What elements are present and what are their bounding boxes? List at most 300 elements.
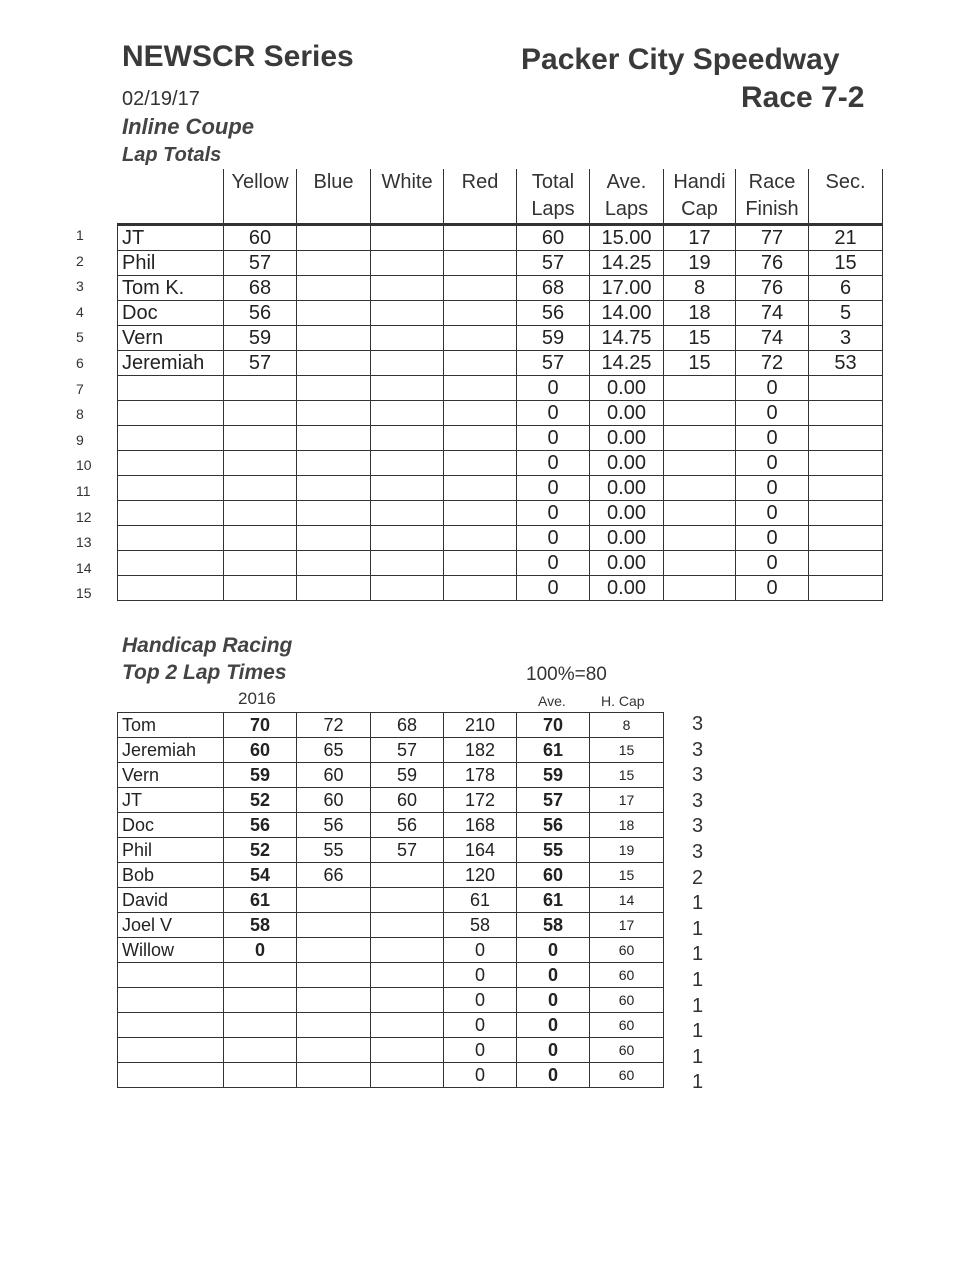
column-header-line: Laps xyxy=(531,198,575,220)
cell-driver: Jeremiah xyxy=(118,738,224,763)
cell-ave: 17.00 xyxy=(590,276,664,301)
column-header-line: Finish xyxy=(745,198,799,220)
cell-yellow xyxy=(224,426,297,451)
races-count: 3 xyxy=(692,713,704,735)
table-row xyxy=(118,738,664,763)
cell-finish: 0 xyxy=(736,551,809,576)
cell-t2016: 54 xyxy=(224,863,297,888)
cell-white xyxy=(371,401,444,426)
cell-sec xyxy=(809,426,883,451)
cell-yellow: 60 xyxy=(224,225,297,251)
cell-ave: 57 xyxy=(517,788,590,813)
table-row xyxy=(118,251,883,276)
cell-t2 xyxy=(371,863,444,888)
cell-white xyxy=(371,301,444,326)
column-header xyxy=(590,169,664,225)
cell-total: 0 xyxy=(517,526,590,551)
cell-ave: 15.00 xyxy=(590,225,664,251)
cell-t2016 xyxy=(224,988,297,1013)
cell-red xyxy=(444,276,517,301)
cell-t2: 57 xyxy=(371,838,444,863)
cell-t1: 56 xyxy=(297,813,371,838)
table-row xyxy=(118,863,664,888)
cell-t1: 60 xyxy=(297,788,371,813)
cell-blue xyxy=(297,401,371,426)
cell-t1: 60 xyxy=(297,763,371,788)
cell-t2 xyxy=(371,1038,444,1063)
table-row xyxy=(118,526,883,551)
row-number: 1 xyxy=(76,227,84,243)
cell-finish: 0 xyxy=(736,451,809,476)
cell-yellow xyxy=(224,551,297,576)
row-number: 11 xyxy=(76,483,91,499)
cell-ave: 0.00 xyxy=(590,526,664,551)
column-header-line: Cap xyxy=(681,198,718,220)
cell-blue xyxy=(297,526,371,551)
cell-ave: 56 xyxy=(517,813,590,838)
row-number: 5 xyxy=(76,329,84,346)
races-count: 1 xyxy=(692,917,704,940)
cell-yellow xyxy=(224,376,297,401)
cell-blue xyxy=(297,476,371,501)
cell-sec: 53 xyxy=(809,351,883,376)
table-row xyxy=(118,351,883,376)
cell-red xyxy=(444,326,517,351)
cell-sec xyxy=(809,476,883,501)
column-header-line: Ave. xyxy=(606,171,647,193)
cell-t2016: 52 xyxy=(224,838,297,863)
cell-yellow: 68 xyxy=(224,276,297,301)
cell-finish: 0 xyxy=(736,376,809,401)
cell-driver: Doc xyxy=(118,301,224,326)
cell-ave: 58 xyxy=(517,913,590,938)
cell-t1 xyxy=(297,938,371,963)
cell-total: 68 xyxy=(517,276,590,301)
cell-red xyxy=(444,225,517,251)
cell-total: 57 xyxy=(517,251,590,276)
row-number: 7 xyxy=(76,380,84,397)
races-count: 3 xyxy=(692,764,704,787)
table-row xyxy=(118,476,883,501)
lap-totals-header-row xyxy=(118,169,883,225)
cell-white xyxy=(371,526,444,551)
cell-ave: 0.00 xyxy=(590,551,664,576)
cell-driver: Willow xyxy=(118,938,224,963)
cell-sec xyxy=(809,501,883,526)
column-header xyxy=(809,169,883,225)
cell-hcap: 60 xyxy=(590,1013,664,1038)
row-number: 9 xyxy=(76,431,84,448)
handicap-table xyxy=(117,712,664,1088)
table-row xyxy=(118,713,664,738)
table-row xyxy=(118,301,883,326)
column-header xyxy=(224,169,297,225)
cell-driver xyxy=(118,451,224,476)
handicap-ave-label: Ave. xyxy=(538,693,566,709)
cell-handicap: 15 xyxy=(664,351,736,376)
cell-driver: Tom K. xyxy=(118,276,224,301)
cell-driver xyxy=(118,551,224,576)
cell-total: 172 xyxy=(444,788,517,813)
table-row xyxy=(118,963,664,988)
cell-total: 0 xyxy=(517,476,590,501)
cell-t1: 65 xyxy=(297,738,371,763)
cell-ave: 14.25 xyxy=(590,251,664,276)
column-header xyxy=(371,169,444,225)
races-count: 1 xyxy=(692,969,704,991)
cell-handicap xyxy=(664,551,736,576)
cell-sec xyxy=(809,526,883,551)
cell-finish: 0 xyxy=(736,476,809,501)
cell-red xyxy=(444,351,517,376)
cell-sec: 15 xyxy=(809,251,883,276)
cell-t2: 60 xyxy=(371,788,444,813)
cell-ave: 0 xyxy=(517,938,590,963)
row-number: 3 xyxy=(76,278,84,295)
cell-driver: Vern xyxy=(118,763,224,788)
cell-total: 0 xyxy=(444,1063,517,1088)
cell-driver xyxy=(118,426,224,451)
cell-red xyxy=(444,451,517,476)
cell-driver: Jeremiah xyxy=(118,351,224,376)
cell-total: 0 xyxy=(444,938,517,963)
cell-red xyxy=(444,526,517,551)
cell-t2: 59 xyxy=(371,763,444,788)
cell-total: 57 xyxy=(517,351,590,376)
cell-finish: 74 xyxy=(736,326,809,351)
cell-ave: 14.00 xyxy=(590,301,664,326)
cell-handicap: 17 xyxy=(664,225,736,251)
cell-t1 xyxy=(297,913,371,938)
table-row xyxy=(118,838,664,863)
lap-totals-title: Lap Totals xyxy=(122,144,222,166)
cell-red xyxy=(444,476,517,501)
cell-handicap xyxy=(664,401,736,426)
header-blank-cell xyxy=(118,169,224,225)
cell-ave: 0.00 xyxy=(590,501,664,526)
column-header-line: Race xyxy=(748,171,796,193)
cell-blue xyxy=(297,576,371,601)
handicap-basis: 100%=80 xyxy=(526,664,607,685)
cell-ave: 0.00 xyxy=(590,426,664,451)
cell-ave: 70 xyxy=(517,713,590,738)
row-number: 2 xyxy=(76,252,84,269)
cell-handicap: 19 xyxy=(664,251,736,276)
cell-t2016: 70 xyxy=(224,713,297,738)
cell-handicap xyxy=(664,501,736,526)
cell-t2016: 61 xyxy=(224,888,297,913)
cell-t2016: 59 xyxy=(224,763,297,788)
cell-driver: Phil xyxy=(118,838,224,863)
cell-finish: 76 xyxy=(736,251,809,276)
table-row xyxy=(118,888,664,913)
table-row xyxy=(118,788,664,813)
cell-sec xyxy=(809,551,883,576)
table-row xyxy=(118,813,664,838)
cell-red xyxy=(444,376,517,401)
cell-t2016: 56 xyxy=(224,813,297,838)
cell-yellow xyxy=(224,576,297,601)
cell-yellow: 59 xyxy=(224,326,297,351)
cell-t2 xyxy=(371,988,444,1013)
series-title: NEWSCR Series xyxy=(122,40,354,73)
races-count: 1 xyxy=(692,1045,704,1068)
cell-t1 xyxy=(297,963,371,988)
cell-total: 59 xyxy=(517,326,590,351)
cell-sec xyxy=(809,451,883,476)
cell-total: 0 xyxy=(517,401,590,426)
cell-ave: 0.00 xyxy=(590,576,664,601)
cell-white xyxy=(371,576,444,601)
cell-sec: 6 xyxy=(809,276,883,301)
cell-red xyxy=(444,251,517,276)
cell-ave: 59 xyxy=(517,763,590,788)
cell-driver: David xyxy=(118,888,224,913)
cell-blue xyxy=(297,251,371,276)
cell-total: 0 xyxy=(444,1013,517,1038)
cell-total: 182 xyxy=(444,738,517,763)
cell-blue xyxy=(297,326,371,351)
cell-t2016 xyxy=(224,963,297,988)
column-header-line: Yellow xyxy=(231,171,289,193)
cell-ave: 0 xyxy=(517,1038,590,1063)
cell-red xyxy=(444,301,517,326)
cell-hcap: 60 xyxy=(590,1063,664,1088)
cell-sec: 21 xyxy=(809,225,883,251)
cell-hcap: 60 xyxy=(590,1038,664,1063)
table-row xyxy=(118,326,883,351)
races-count: 1 xyxy=(692,892,704,915)
races-count: 1 xyxy=(692,943,704,966)
cell-driver xyxy=(118,501,224,526)
table-row xyxy=(118,225,883,251)
cell-hcap: 15 xyxy=(590,863,664,888)
cell-ave: 0.00 xyxy=(590,476,664,501)
cell-blue xyxy=(297,451,371,476)
cell-total: 0 xyxy=(517,501,590,526)
table-row xyxy=(118,551,883,576)
cell-blue xyxy=(297,551,371,576)
cell-ave: 0 xyxy=(517,1013,590,1038)
cell-hcap: 19 xyxy=(590,838,664,863)
cell-ave: 0.00 xyxy=(590,376,664,401)
table-row xyxy=(118,451,883,476)
cell-driver xyxy=(118,376,224,401)
cell-t2 xyxy=(371,938,444,963)
cell-handicap: 8 xyxy=(664,276,736,301)
cell-yellow xyxy=(224,526,297,551)
cell-finish: 77 xyxy=(736,225,809,251)
cell-ave: 55 xyxy=(517,838,590,863)
cell-handicap xyxy=(664,451,736,476)
cell-blue xyxy=(297,276,371,301)
cell-hcap: 15 xyxy=(590,763,664,788)
row-number: 15 xyxy=(76,585,92,602)
cell-total: 0 xyxy=(444,963,517,988)
cell-ave: 0.00 xyxy=(590,451,664,476)
cell-red xyxy=(444,501,517,526)
row-number: 8 xyxy=(76,406,84,423)
cell-handicap xyxy=(664,376,736,401)
cell-total: 0 xyxy=(517,576,590,601)
cell-t1 xyxy=(297,1013,371,1038)
cell-total: 0 xyxy=(517,451,590,476)
cell-sec xyxy=(809,376,883,401)
cell-hcap: 17 xyxy=(590,788,664,813)
cell-total: 61 xyxy=(444,888,517,913)
table-row xyxy=(118,426,883,451)
cell-driver: Vern xyxy=(118,326,224,351)
cell-driver: JT xyxy=(118,225,224,251)
table-row xyxy=(118,1063,664,1088)
cell-finish: 72 xyxy=(736,351,809,376)
table-row xyxy=(118,376,883,401)
cell-white xyxy=(371,225,444,251)
column-header-line: Sec. xyxy=(825,171,866,193)
handicap-subtitle: Top 2 Lap Times xyxy=(122,661,287,684)
column-header xyxy=(297,169,371,225)
cell-t2016 xyxy=(224,1013,297,1038)
cell-total: 0 xyxy=(444,1038,517,1063)
column-header xyxy=(664,169,736,225)
cell-t1: 72 xyxy=(297,713,371,738)
races-count: 3 xyxy=(692,815,704,838)
row-number: 13 xyxy=(76,534,92,551)
cell-ave: 14.75 xyxy=(590,326,664,351)
cell-blue xyxy=(297,426,371,451)
cell-t1 xyxy=(297,1063,371,1088)
cell-t2 xyxy=(371,913,444,938)
cell-driver xyxy=(118,526,224,551)
cell-white xyxy=(371,476,444,501)
cell-white xyxy=(371,251,444,276)
table-row xyxy=(118,763,664,788)
cell-driver: Doc xyxy=(118,813,224,838)
column-header-line: White xyxy=(381,171,433,193)
cell-blue xyxy=(297,351,371,376)
cell-handicap xyxy=(664,426,736,451)
cell-sec xyxy=(809,401,883,426)
cell-ave: 0 xyxy=(517,1063,590,1088)
table-row xyxy=(118,576,883,601)
cell-finish: 0 xyxy=(736,426,809,451)
cell-white xyxy=(371,426,444,451)
cell-t1: 55 xyxy=(297,838,371,863)
cell-ave: 61 xyxy=(517,738,590,763)
cell-blue xyxy=(297,501,371,526)
cell-t1: 66 xyxy=(297,863,371,888)
table-row xyxy=(118,501,883,526)
cell-white xyxy=(371,276,444,301)
cell-yellow: 57 xyxy=(224,351,297,376)
cell-hcap: 8 xyxy=(590,713,664,738)
cell-yellow: 57 xyxy=(224,251,297,276)
races-count: 3 xyxy=(692,841,704,863)
cell-t2016 xyxy=(224,1038,297,1063)
column-header xyxy=(444,169,517,225)
row-number: 14 xyxy=(76,559,92,576)
cell-blue xyxy=(297,225,371,251)
class-name: Inline Coupe xyxy=(122,114,254,139)
cell-total: 56 xyxy=(517,301,590,326)
table-row xyxy=(118,913,664,938)
cell-red xyxy=(444,401,517,426)
handicap-year-label: 2016 xyxy=(238,689,276,708)
cell-driver: Tom xyxy=(118,713,224,738)
races-count: 1 xyxy=(692,1020,704,1043)
cell-handicap xyxy=(664,476,736,501)
cell-driver xyxy=(118,1063,224,1088)
cell-driver: Joel V xyxy=(118,913,224,938)
column-header xyxy=(517,169,590,225)
column-header-line: Laps xyxy=(604,198,649,220)
cell-driver: Bob xyxy=(118,863,224,888)
cell-yellow xyxy=(224,501,297,526)
cell-finish: 0 xyxy=(736,401,809,426)
table-row xyxy=(118,276,883,301)
cell-t2016: 58 xyxy=(224,913,297,938)
cell-finish: 74 xyxy=(736,301,809,326)
table-row xyxy=(118,1013,664,1038)
cell-blue xyxy=(297,301,371,326)
cell-white xyxy=(371,326,444,351)
cell-total: 178 xyxy=(444,763,517,788)
cell-t1 xyxy=(297,1038,371,1063)
cell-hcap: 18 xyxy=(590,813,664,838)
cell-sec xyxy=(809,576,883,601)
race-number: Race 7-2 xyxy=(741,81,865,114)
cell-sec: 5 xyxy=(809,301,883,326)
cell-white xyxy=(371,376,444,401)
cell-yellow: 56 xyxy=(224,301,297,326)
cell-t2 xyxy=(371,888,444,913)
cell-hcap: 60 xyxy=(590,988,664,1013)
cell-ave: 0 xyxy=(517,963,590,988)
cell-total: 0 xyxy=(517,426,590,451)
cell-total: 164 xyxy=(444,838,517,863)
cell-t2016: 0 xyxy=(224,938,297,963)
cell-total: 210 xyxy=(444,713,517,738)
cell-total: 168 xyxy=(444,813,517,838)
handicap-title: Handicap Racing xyxy=(122,634,293,657)
cell-t2 xyxy=(371,963,444,988)
cell-ave: 0.00 xyxy=(590,401,664,426)
cell-driver xyxy=(118,1038,224,1063)
cell-red xyxy=(444,551,517,576)
cell-driver xyxy=(118,401,224,426)
table-row xyxy=(118,938,664,963)
cell-white xyxy=(371,551,444,576)
table-row xyxy=(118,1038,664,1063)
cell-white xyxy=(371,451,444,476)
cell-finish: 0 xyxy=(736,576,809,601)
cell-driver xyxy=(118,1013,224,1038)
cell-ave: 0 xyxy=(517,988,590,1013)
cell-yellow xyxy=(224,476,297,501)
cell-yellow xyxy=(224,401,297,426)
row-number: 6 xyxy=(76,355,84,371)
cell-total: 58 xyxy=(444,913,517,938)
cell-t2016 xyxy=(224,1063,297,1088)
cell-driver xyxy=(118,963,224,988)
cell-red xyxy=(444,576,517,601)
cell-total: 0 xyxy=(517,551,590,576)
cell-ave: 60 xyxy=(517,863,590,888)
cell-t2016: 60 xyxy=(224,738,297,763)
cell-total: 0 xyxy=(444,988,517,1013)
cell-hcap: 14 xyxy=(590,888,664,913)
column-header xyxy=(736,169,809,225)
